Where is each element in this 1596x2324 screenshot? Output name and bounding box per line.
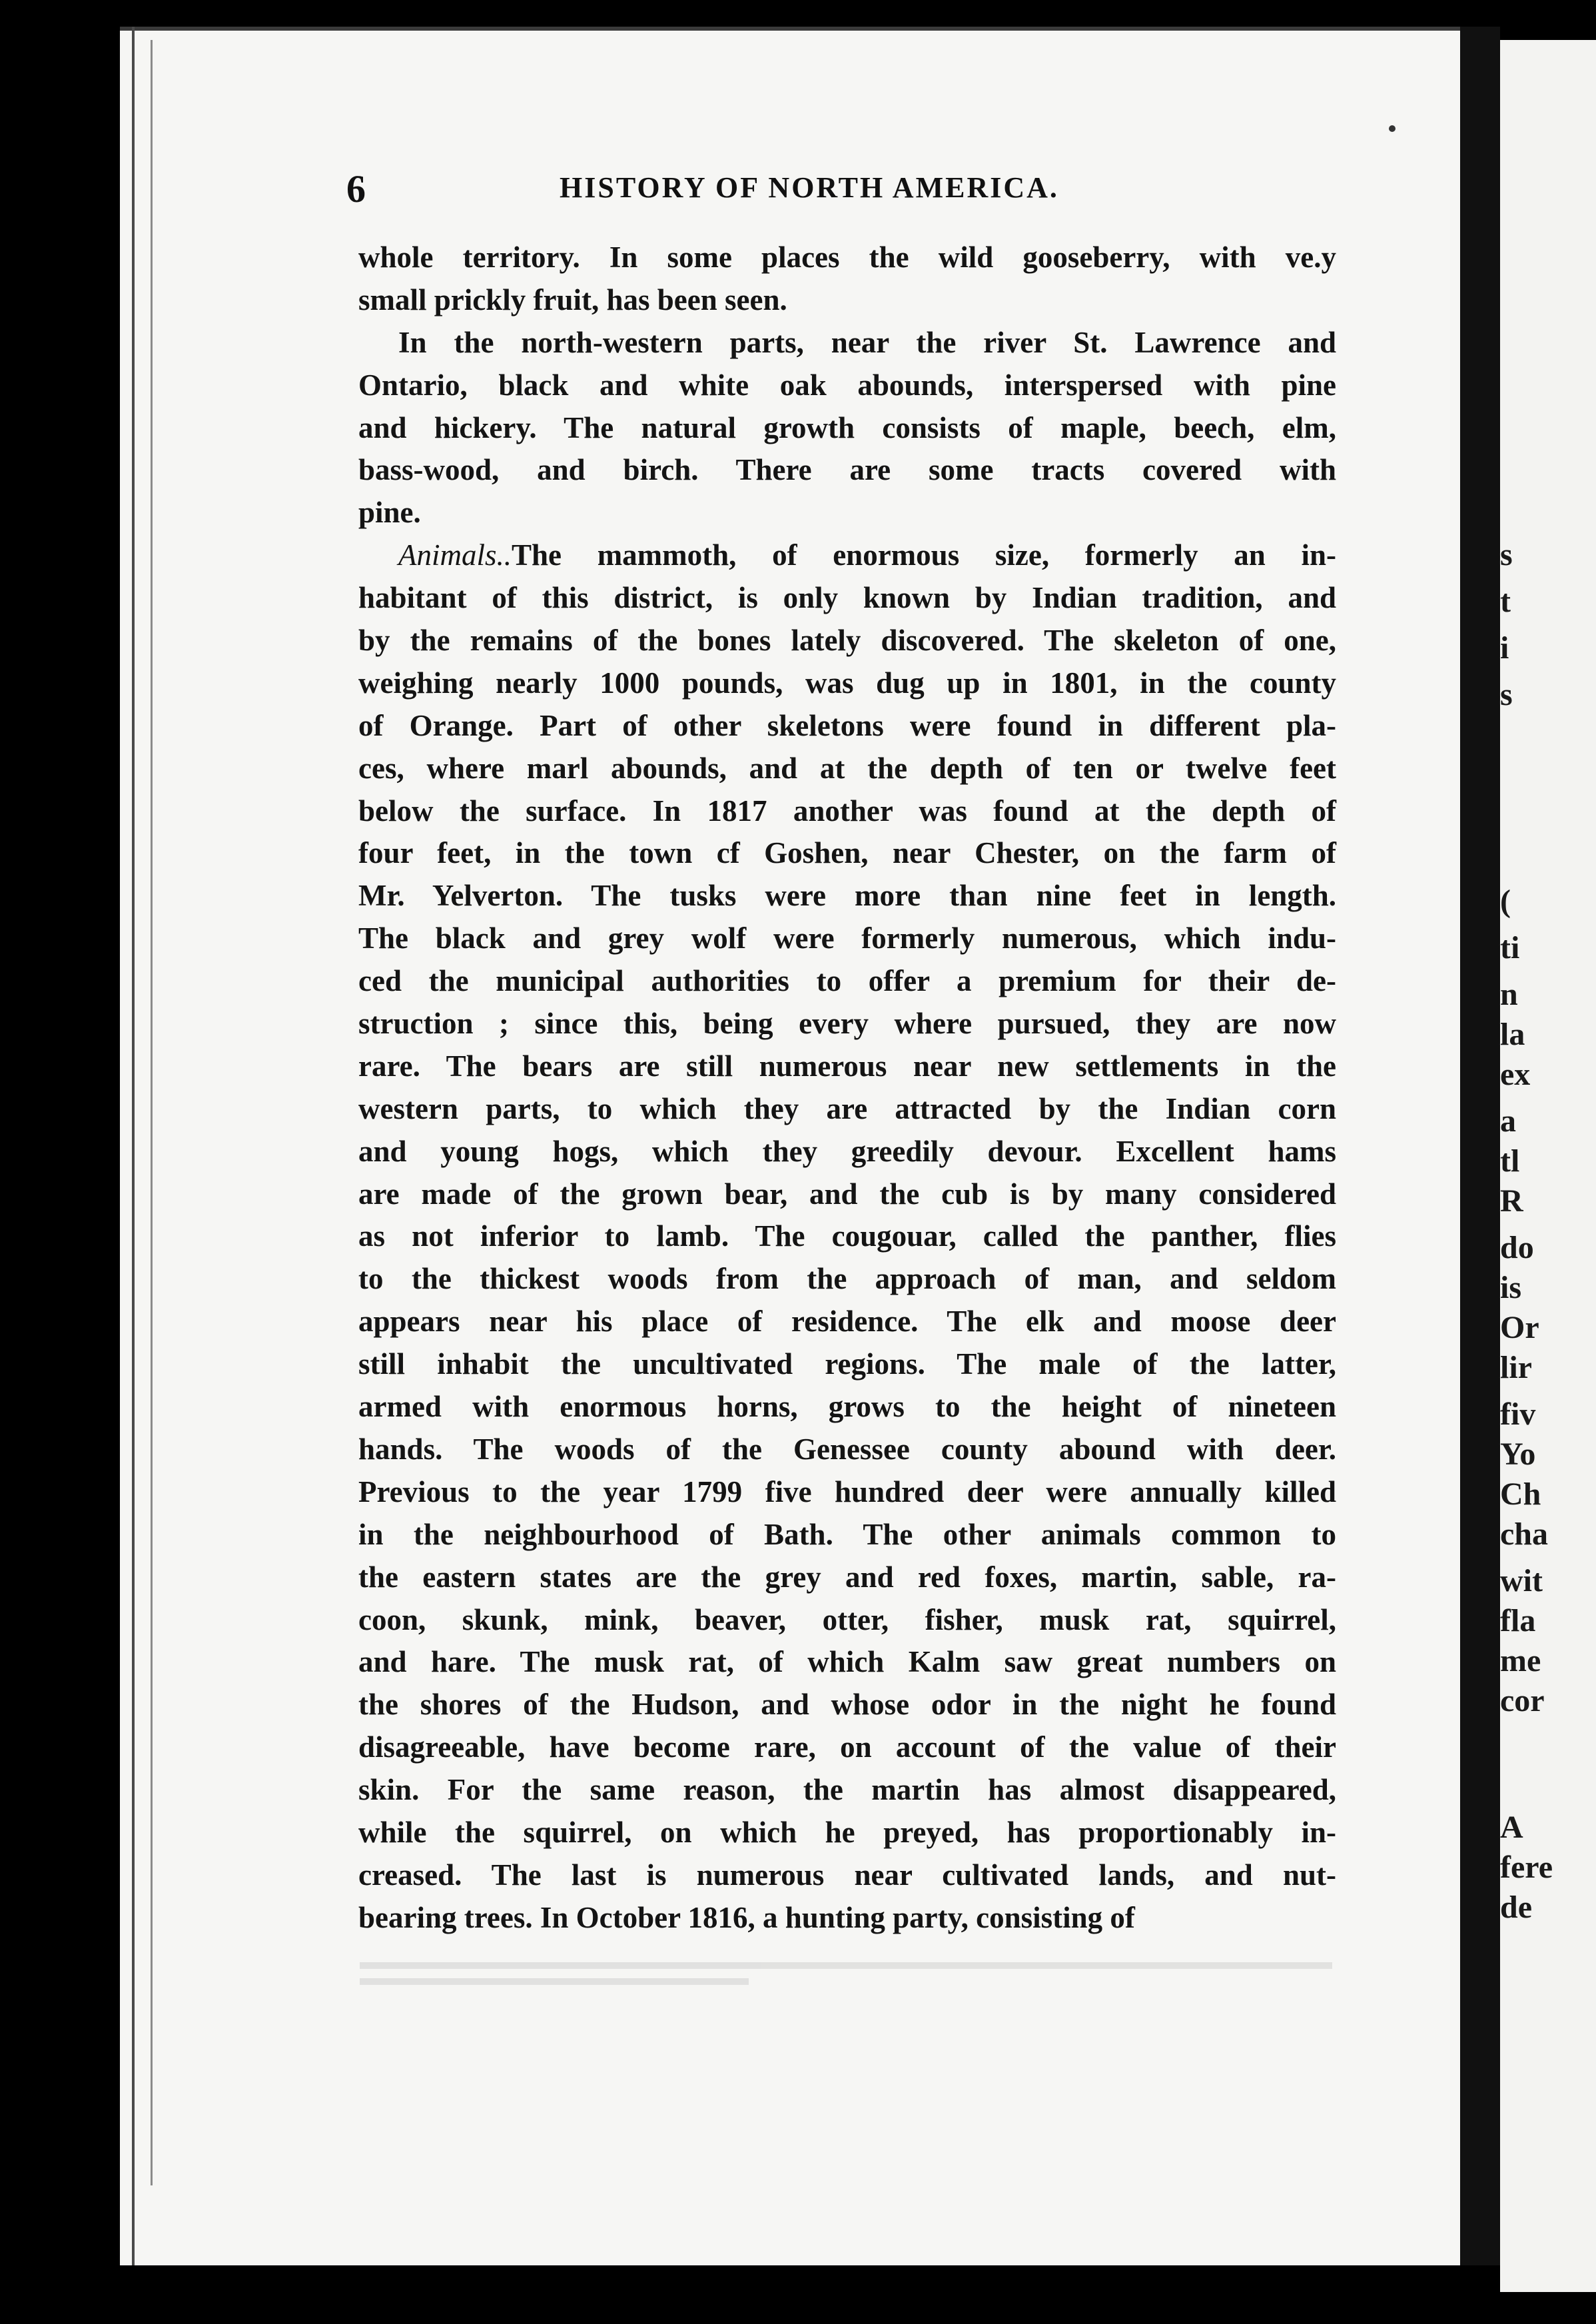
facing-page-fragment: do <box>1500 1230 1534 1265</box>
facing-page-fragment: ti <box>1500 930 1520 965</box>
text-line: and hickery. The natural growth consists of maple, beech, elm, <box>358 410 1336 444</box>
text-line: western parts, to which they are attracted by the Indian corn <box>358 1091 1336 1125</box>
text-line: whole territory. In some places the wild gooseberry, with ve.y <box>358 241 1336 274</box>
text-line: Previous to the year 1799 five hundred deer were annually killed <box>358 1474 1336 1508</box>
text-line: and young hogs, which they greedily devour. Excellent hams <box>358 1134 1336 1168</box>
facing-page-fragment: n <box>1500 977 1518 1012</box>
text-line: struction ; since this, being every where pursued, they are now <box>358 1007 1336 1041</box>
text-line: bearing trees. In October 1816, a hunting party, consisting of <box>358 1900 1135 1934</box>
facing-page-fragment: a <box>1500 1103 1516 1139</box>
text-line: armed with enormous horns, grows to the height of nineteen <box>358 1390 1336 1424</box>
facing-page-fragment: de <box>1500 1890 1532 1925</box>
facing-page-fragment: Yo <box>1500 1437 1536 1472</box>
facing-page-fragment: fere <box>1500 1850 1553 1885</box>
text-line: ced the municipal authorities to offer a premium for their de- <box>358 964 1336 998</box>
text-line: of Orange. Part of other skeletons were found in different pla- <box>358 708 1336 742</box>
facing-page-fragment: is <box>1500 1270 1522 1305</box>
text-line: to the thickest woods from the approach of man, and seldom <box>358 1262 1336 1296</box>
facing-page-fragment: lir <box>1500 1350 1532 1385</box>
facing-page-fragment: ( <box>1500 883 1511 919</box>
facing-page-fragment: R <box>1500 1183 1523 1219</box>
facing-page-fragment: ex <box>1500 1057 1531 1092</box>
text-line: as not inferior to lamb. The cougouar, called the panther, flies <box>358 1219 1336 1253</box>
body-text <box>358 237 1336 1940</box>
facing-page-fragment: me <box>1500 1643 1541 1678</box>
text-line: The black and grey wolf were formerly numerous, which indu- <box>358 921 1336 955</box>
text-line: are made of the grown bear, and the cub is by many considered <box>358 1177 1336 1211</box>
text-line: still inhabit the uncultivated regions. The male of the latter, <box>358 1347 1336 1381</box>
text-line: In the north-western parts, near the river St. Lawrence and <box>398 325 1336 359</box>
text-line: the eastern states are the grey and red foxes, martin, sable, ra- <box>358 1560 1336 1594</box>
facing-page-fragment: s <box>1500 677 1513 712</box>
running-head: HISTORY OF NORTH AMERICA. <box>560 171 1059 204</box>
facing-page-fragment: la <box>1500 1017 1525 1052</box>
text-line: bass-wood, and birch. There are some tracts covered with <box>358 453 1336 487</box>
facing-page-fragment: A <box>1500 1810 1523 1845</box>
page-left-inner-rule <box>151 40 153 2185</box>
facing-page-fragment: fla <box>1500 1603 1536 1638</box>
text-line: the shores of the Hudson, and whose odor in the night he found <box>358 1688 1336 1722</box>
facing-page-fragment: fiv <box>1500 1397 1536 1432</box>
text-line: below the surface. In 1817 another was found at the depth of <box>358 794 1336 828</box>
text-line: disagreeable, have become rare, on account of the value of their <box>358 1730 1336 1764</box>
text-line: four feet, in the town cf Goshen, near Chester, on the farm of <box>358 836 1336 870</box>
facing-page-fragment: wit <box>1500 1563 1543 1598</box>
section-heading-animals: Animals.. <box>398 538 512 572</box>
text-line: by the remains of the bones lately discovered. The skeleton of one, <box>358 624 1336 658</box>
bleed-through-footnote <box>360 1962 1332 2009</box>
text-line: appears near his place of residence. The elk and moose deer <box>358 1305 1336 1339</box>
text-line: skin. For the same reason, the martin has almost disappeared, <box>358 1773 1336 1807</box>
facing-page-fragment: s <box>1500 537 1513 572</box>
ink-speck <box>1389 125 1396 132</box>
facing-page-edge <box>1500 40 1596 2292</box>
text-line: pine. <box>358 496 421 530</box>
text-line: Ontario, black and white oak abounds, interspersed with pine <box>358 368 1336 402</box>
book-gutter <box>1460 27 1500 2265</box>
text-line: habitant of this district, is only known by Indian tradition, and <box>358 581 1336 615</box>
text-line: Animals..The mammoth, of enormous size, formerly an in- <box>398 538 1336 572</box>
facing-page-fragment: i <box>1500 630 1509 666</box>
text-line: in the neighbourhood of Bath. The other animals common to <box>358 1517 1336 1551</box>
text-line: creased. The last is numerous near cultivated lands, and nut- <box>358 1858 1336 1892</box>
text-line: ces, where marl abounds, and at the depth of ten or twelve feet <box>358 751 1336 785</box>
page-header <box>346 167 1326 213</box>
facing-page-fragment: cha <box>1500 1516 1548 1552</box>
text-line: while the squirrel, on which he preyed, has proportionably in- <box>358 1815 1336 1849</box>
facing-page-fragment: cor <box>1500 1683 1545 1718</box>
facing-page-fragment: tl <box>1500 1143 1520 1179</box>
text-line: rare. The bears are still numerous near new settlements in the <box>358 1049 1336 1083</box>
facing-page-fragment: Or <box>1500 1310 1539 1345</box>
text-line: weighing nearly 1000 pounds, was dug up in 1801, in the county <box>358 666 1336 700</box>
facing-page-fragment: Ch <box>1500 1476 1541 1512</box>
text-line: hands. The woods of the Genessee county abound with deer. <box>358 1432 1336 1466</box>
facing-page-fragment: t <box>1500 584 1511 619</box>
page-left-border <box>132 27 135 2265</box>
page-top-border <box>120 27 1460 31</box>
page-number: 6 <box>346 167 368 211</box>
text-line: Mr. Yelverton. The tusks were more than nine feet in length. <box>358 879 1336 913</box>
text-line: and hare. The musk rat, of which Kalm saw great numbers on <box>358 1645 1336 1679</box>
text-line: coon, skunk, mink, beaver, otter, fisher, musk rat, squirrel, <box>358 1602 1336 1636</box>
text-line: small prickly fruit, has been seen. <box>358 283 787 316</box>
